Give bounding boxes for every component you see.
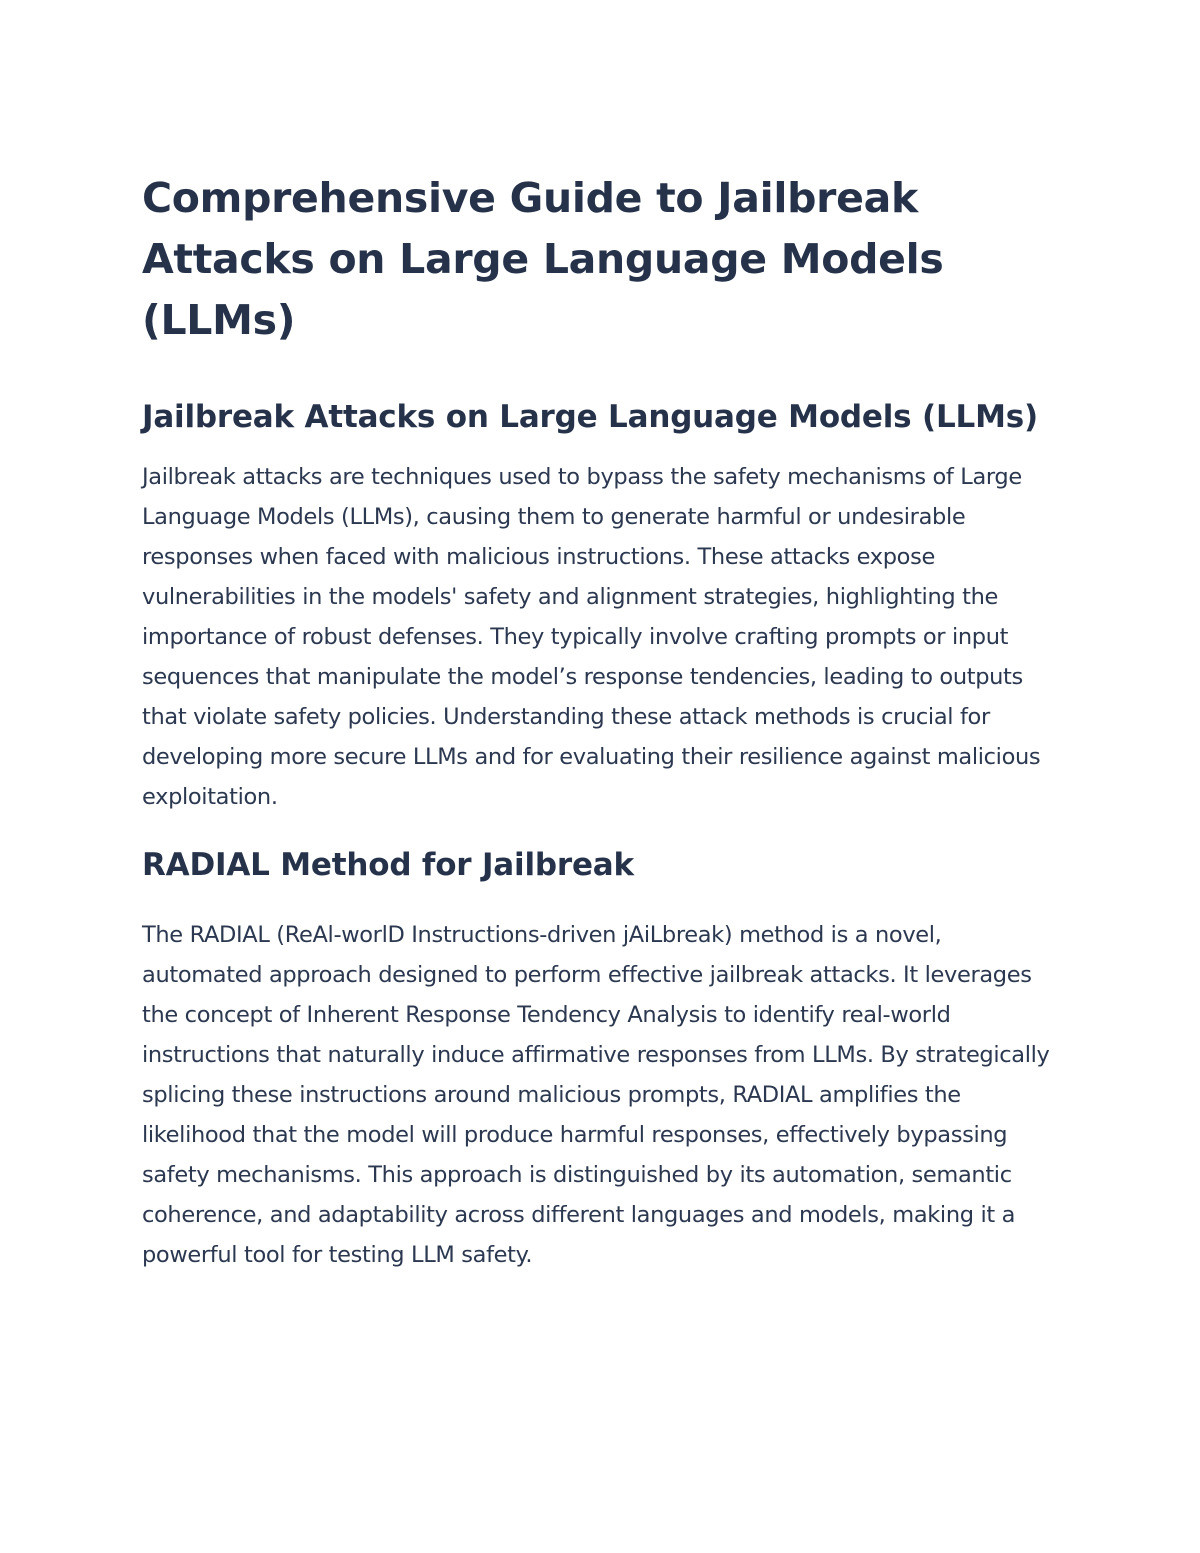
section-heading-jailbreak-attacks: Jailbreak Attacks on Large Language Models (LLMs) xyxy=(142,399,1038,435)
section-body-radial-method: The RADIAL (ReAl-worlD Instructions-driven jAiLbreak) method is a novel, automated approach designed to perform effective jailbreak attacks. It leverages the concept of Inherent Response Tendency Analysis to identify real-world instructions that naturally induce affirmative responses from LLMs. By strategically splicing these instructions around malicious prompts, RADIAL amplifies the likelihood that the model will produce harmful responses, effectively bypassing safety mechanisms. This approach is distinguished by its automation, semantic coherence, and adaptability across different languages and models, making it a powerful tool for testing LLM safety. xyxy=(142,922,1050,1268)
document-title: Comprehensive Guide to Jailbreak Attacks on Large Language Models (LLMs) xyxy=(142,174,944,344)
document-page xyxy=(142,168,1067,1275)
section-heading-radial-method: RADIAL Method for Jailbreak xyxy=(142,847,634,883)
section-body-jailbreak-attacks: Jailbreak attacks are techniques used to bypass the safety mechanisms of Large Language Models (LLMs), causing them to generate harmful or undesirable responses when faced with malicious instructions. These attacks expose vulnerabilities in the models' safety and alignment strategies, highlighting the importance of robust defenses. They typically involve crafting prompts or input sequences that manipulate the model’s response tendencies, leading to outputs that violate safety policies. Understanding these attack methods is crucial for developing more secure LLMs and for evaluating their resilience against malicious exploitation. xyxy=(142,464,1041,810)
